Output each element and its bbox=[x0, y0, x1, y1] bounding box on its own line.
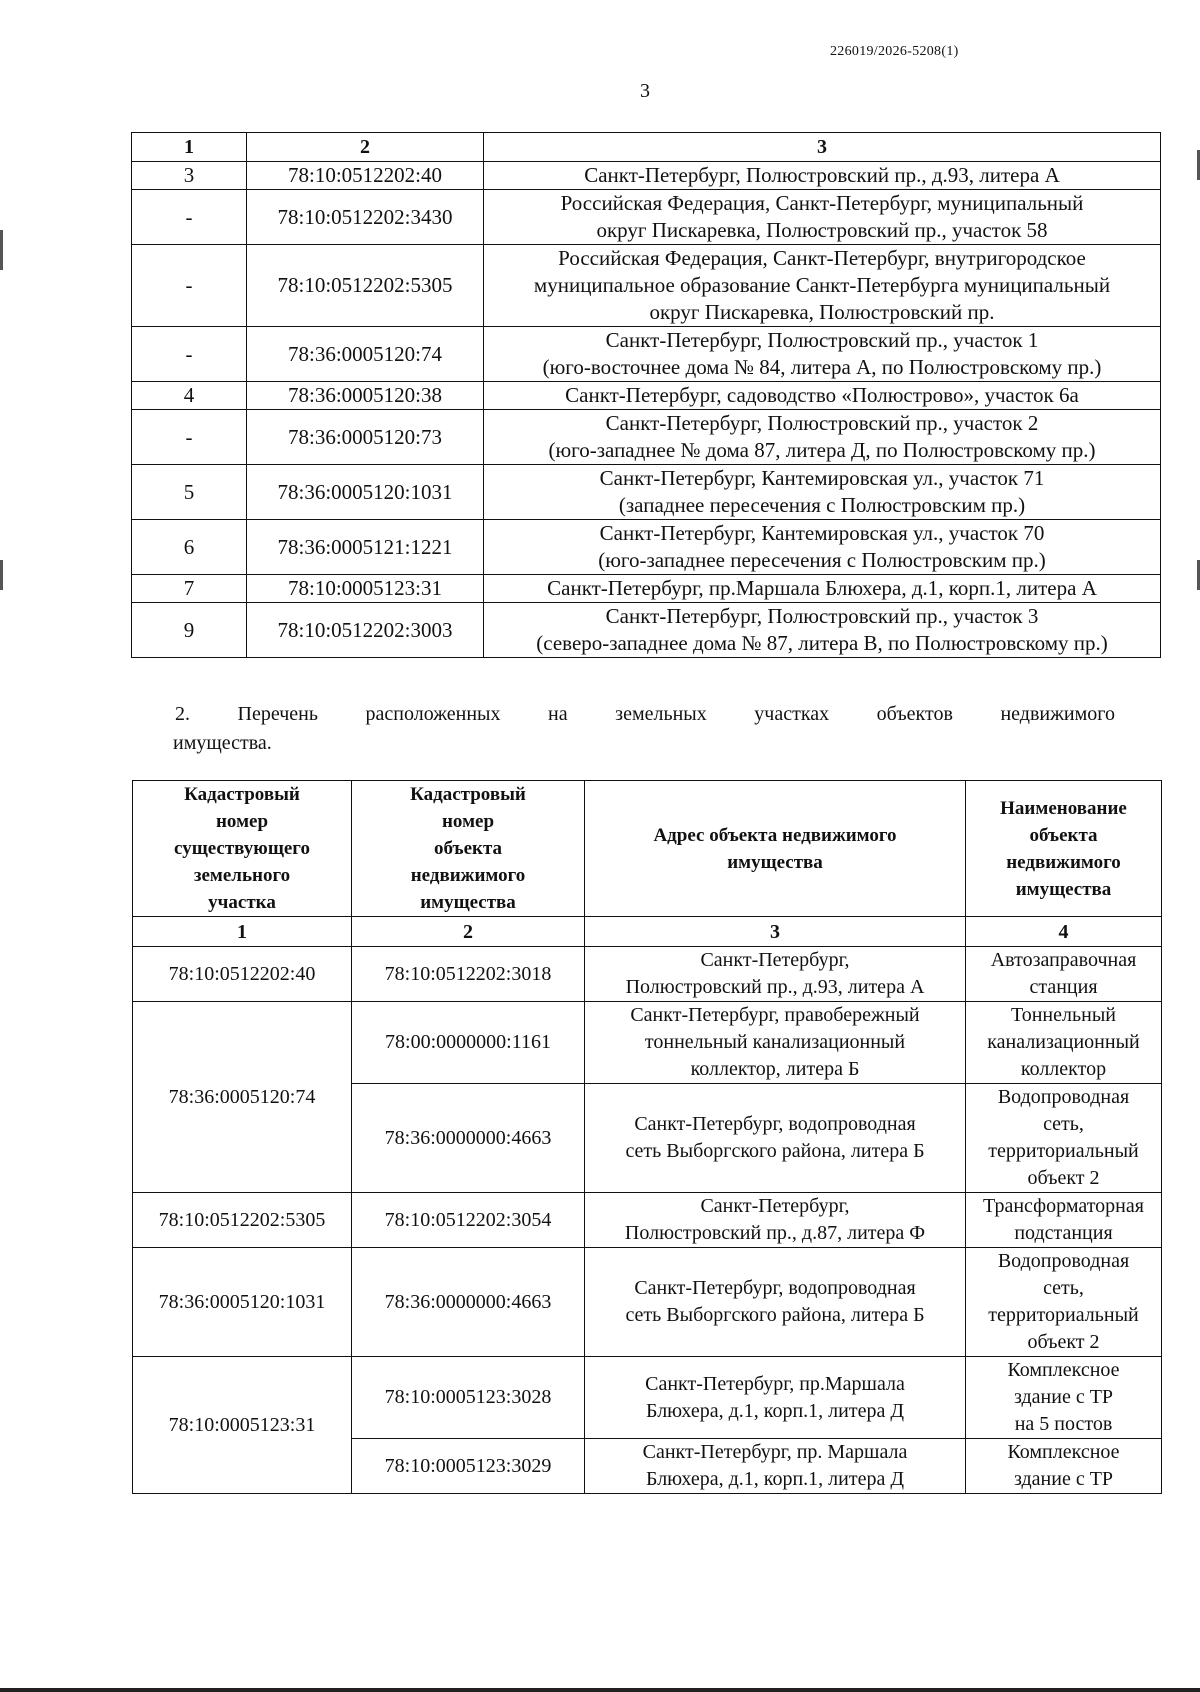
object-name bbox=[966, 1002, 1162, 1084]
header-line: имущества bbox=[420, 892, 516, 913]
table-row bbox=[132, 465, 1161, 520]
plot-address bbox=[484, 245, 1161, 327]
table2-col4-header bbox=[966, 781, 1162, 917]
object-address-line: Санкт-Петербург, водопроводная bbox=[634, 1277, 916, 1299]
object-name-line: территориальный bbox=[988, 1304, 1139, 1326]
object-name bbox=[966, 1193, 1162, 1248]
header-line: объекта bbox=[433, 838, 503, 859]
object-cadastral-number: 78:36:0000000:4663 bbox=[352, 1084, 585, 1193]
object-address-line: Санкт-Петербург, bbox=[700, 949, 850, 971]
object-name-line: Водопроводная bbox=[997, 1086, 1130, 1108]
object-address-line: Блюхера, д.1, корп.1, литера Д bbox=[645, 1399, 905, 1422]
table-row bbox=[133, 947, 1162, 1002]
object-name-line: Комплексное bbox=[1007, 1441, 1120, 1463]
scan-mark-left-1 bbox=[0, 230, 3, 270]
plot-address-line: (западнее пересечения с Полюстровским пр.) bbox=[618, 493, 1026, 517]
plot-address-line: (северо-западнее дома № 87, литера В, по Полюстровскому пр.) bbox=[536, 631, 1108, 655]
table2-index-3: 3 bbox=[585, 917, 966, 947]
plot-address-line: муниципальное образование Санкт-Петербурга муниципальный bbox=[533, 273, 1111, 297]
object-address-line: коллектор, литера Б bbox=[690, 1058, 860, 1080]
object-name bbox=[966, 1084, 1162, 1193]
plot-address-line: Российская Федерация, Санкт-Петербург, муниципальный bbox=[560, 191, 1084, 215]
cadastral-number: 78:36:0005120:74 bbox=[247, 327, 484, 382]
object-address-line: Санкт-Петербург, водопроводная bbox=[634, 1113, 916, 1135]
table-row bbox=[132, 162, 1161, 190]
header-line: недвижимого bbox=[1006, 851, 1121, 873]
plot-address-line: Российская Федерация, Санкт-Петербург, внутригородское bbox=[558, 246, 1086, 270]
table2-index-row bbox=[133, 917, 1162, 947]
table1-col2-header: 2 bbox=[247, 133, 484, 162]
table-row bbox=[132, 190, 1161, 245]
object-name-line: подстанция bbox=[1014, 1222, 1113, 1244]
document-number: 226019/2026-5208(1) bbox=[830, 44, 959, 59]
table-row bbox=[132, 382, 1161, 410]
table2-col3-header bbox=[585, 781, 966, 917]
object-address-line: тоннельный канализационный bbox=[644, 1031, 906, 1053]
land-plot-cadastral-number: 78:36:0005120:1031 bbox=[133, 1248, 352, 1357]
cadastral-number: 78:36:0005120:38 bbox=[247, 382, 484, 410]
section-2-line-2: имущества. bbox=[173, 732, 272, 754]
row-number: 9 bbox=[132, 603, 247, 658]
scan-mark-left-2 bbox=[0, 560, 3, 590]
header-line: объекта bbox=[1029, 824, 1098, 846]
object-name-line: Комплексное bbox=[1007, 1359, 1120, 1381]
row-number: - bbox=[132, 327, 247, 382]
land-plots-table bbox=[131, 132, 1161, 658]
plot-address-line: Санкт-Петербург, Полюстровский пр., д.93, литера А bbox=[584, 163, 1060, 187]
object-address-line: Полюстровский пр., д.87, литера Ф bbox=[624, 1222, 926, 1244]
object-name-line: сеть, bbox=[1043, 1277, 1084, 1299]
row-number: 4 bbox=[132, 382, 247, 410]
plot-address-line: Санкт-Петербург, Кантемировская ул., участок 70 bbox=[599, 521, 1045, 545]
header-line: земельного bbox=[193, 865, 291, 886]
table-row bbox=[132, 575, 1161, 603]
header-line: имущества bbox=[727, 851, 823, 873]
object-address-line: сеть Выборгского района, литера Б bbox=[625, 1140, 925, 1162]
object-name-line: Тоннельный bbox=[1011, 1004, 1116, 1026]
table-row bbox=[132, 245, 1161, 327]
table2-col2-header bbox=[352, 781, 585, 917]
land-plot-cadastral-number: 78:10:0512202:5305 bbox=[133, 1193, 352, 1248]
object-address bbox=[585, 1193, 966, 1248]
header-line: недвижимого bbox=[410, 865, 526, 886]
object-address bbox=[585, 1248, 966, 1357]
table1-header-row bbox=[132, 133, 1161, 162]
table-row bbox=[132, 520, 1161, 575]
object-address-line: Полюстровский пр., д.93, литера А bbox=[625, 976, 925, 998]
table-row bbox=[133, 1248, 1162, 1357]
object-name-line: на 5 постов bbox=[1014, 1413, 1113, 1435]
table-row bbox=[132, 410, 1161, 465]
table2-index-2: 2 bbox=[352, 917, 585, 947]
plot-address-line: округ Пискаревка, Полюстровский пр., участок 58 bbox=[596, 218, 1048, 242]
object-name-line: здание с ТР bbox=[1013, 1386, 1114, 1408]
object-name-line: территориальный bbox=[988, 1140, 1139, 1162]
table1-col1-header: 1 bbox=[132, 133, 247, 162]
cadastral-number: 78:10:0005123:31 bbox=[247, 575, 484, 603]
object-address bbox=[585, 1357, 966, 1439]
object-name-line: Трансформаторная bbox=[983, 1195, 1144, 1217]
table2-index-4: 4 bbox=[966, 917, 1162, 947]
object-name-line: Водопроводная bbox=[997, 1250, 1130, 1272]
object-name bbox=[966, 1248, 1162, 1357]
object-name-line: объект 2 bbox=[1027, 1167, 1100, 1189]
cadastral-number: 78:10:0512202:3430 bbox=[247, 190, 484, 245]
object-address bbox=[585, 1002, 966, 1084]
land-plot-cadastral-number: 78:10:0005123:31 bbox=[133, 1357, 352, 1494]
section-2-heading bbox=[175, 700, 1115, 758]
plot-address bbox=[484, 410, 1161, 465]
plot-address-line: (юго-восточнее дома № 84, литера А, по Полюстровскому пр.) bbox=[542, 355, 1102, 379]
header-line: Адрес объекта недвижимого bbox=[653, 824, 897, 846]
plot-address bbox=[484, 603, 1161, 658]
object-name-line: станция bbox=[1029, 976, 1098, 998]
table2-col1-header bbox=[133, 781, 352, 917]
object-cadastral-number: 78:10:0512202:3018 bbox=[352, 947, 585, 1002]
header-line: Кадастровый bbox=[410, 784, 526, 805]
table1-col3-header: 3 bbox=[484, 133, 1161, 162]
object-address-line: Санкт-Петербург, правобережный bbox=[630, 1004, 920, 1026]
header-line: Кадастровый bbox=[184, 784, 300, 805]
row-number: - bbox=[132, 245, 247, 327]
object-address bbox=[585, 1439, 966, 1494]
row-number: - bbox=[132, 410, 247, 465]
row-number: 3 bbox=[132, 162, 247, 190]
table-row bbox=[132, 327, 1161, 382]
cadastral-number: 78:10:0512202:40 bbox=[247, 162, 484, 190]
header-line: участка bbox=[208, 892, 276, 913]
row-number: 6 bbox=[132, 520, 247, 575]
object-address-line: сеть Выборгского района, литера Б bbox=[625, 1304, 925, 1326]
plot-address-line: (юго-западнее № дома 87, литера Д, по Полюстровскому пр.) bbox=[548, 438, 1096, 462]
cadastral-number: 78:36:0005121:1221 bbox=[247, 520, 484, 575]
plot-address-line: Санкт-Петербург, Полюстровский пр., участок 3 bbox=[605, 604, 1039, 628]
plot-address bbox=[484, 520, 1161, 575]
object-cadastral-number: 78:10:0005123:3028 bbox=[352, 1357, 585, 1439]
plot-address bbox=[484, 465, 1161, 520]
object-name bbox=[966, 1357, 1162, 1439]
table2-index-1: 1 bbox=[133, 917, 352, 947]
table-row bbox=[133, 1357, 1162, 1439]
cadastral-number: 78:36:0005120:1031 bbox=[247, 465, 484, 520]
object-address-line: Санкт-Петербург, пр.Маршала bbox=[645, 1372, 905, 1395]
object-address bbox=[585, 947, 966, 1002]
object-address-line: Блюхера, д.1, корп.1, литера Д bbox=[645, 1468, 905, 1490]
land-plot-cadastral-number: 78:36:0005120:74 bbox=[133, 1002, 352, 1193]
object-name-line: канализационный bbox=[987, 1031, 1140, 1053]
plot-address-line: Санкт-Петербург, Полюстровский пр., участок 2 bbox=[605, 411, 1039, 435]
header-line: Наименование bbox=[1000, 797, 1127, 819]
object-cadastral-number: 78:10:0512202:3054 bbox=[352, 1193, 585, 1248]
plot-address-line: округ Пискаревка, Полюстровский пр. bbox=[649, 300, 995, 324]
object-name-line: сеть, bbox=[1043, 1113, 1084, 1135]
page-number: 3 bbox=[640, 80, 650, 102]
header-line: существующего bbox=[174, 838, 310, 859]
plot-address bbox=[484, 327, 1161, 382]
table-row bbox=[132, 603, 1161, 658]
object-name-line: коллектор bbox=[1020, 1058, 1107, 1080]
real-estate-objects-table bbox=[132, 780, 1162, 1494]
section-2-line-1: 2. Перечень расположенных на земельных участках объектов недвижимого bbox=[175, 703, 1115, 725]
plot-address-line: Санкт-Петербург, садоводство «Полюстрово», участок 6а bbox=[565, 383, 1079, 407]
object-cadastral-number: 78:10:0005123:3029 bbox=[352, 1439, 585, 1494]
plot-address bbox=[484, 162, 1161, 190]
cadastral-number: 78:10:0512202:5305 bbox=[247, 245, 484, 327]
plot-address-line: Санкт-Петербург, Полюстровский пр., участок 1 bbox=[605, 328, 1039, 352]
plot-address bbox=[484, 382, 1161, 410]
object-name-line: объект 2 bbox=[1027, 1331, 1100, 1353]
object-address bbox=[585, 1084, 966, 1193]
plot-address bbox=[484, 190, 1161, 245]
row-number: 7 bbox=[132, 575, 247, 603]
table2-header-row bbox=[133, 781, 1162, 917]
object-cadastral-number: 78:36:0000000:4663 bbox=[352, 1248, 585, 1357]
header-line: номер bbox=[215, 811, 269, 832]
plot-address-line: (юго-западнее пересечения с Полюстровским пр.) bbox=[598, 548, 1046, 572]
plot-address-line: Санкт-Петербург, пр.Маршала Блюхера, д.1, корп.1, литера А bbox=[547, 576, 1097, 600]
table-row bbox=[133, 1193, 1162, 1248]
header-line: имущества bbox=[1015, 878, 1112, 900]
object-name bbox=[966, 947, 1162, 1002]
row-number: 5 bbox=[132, 465, 247, 520]
page-bottom-edge bbox=[0, 1688, 1200, 1692]
object-cadastral-number: 78:00:0000000:1161 bbox=[352, 1002, 585, 1084]
object-address-line: Санкт-Петербург, bbox=[700, 1195, 850, 1217]
cadastral-number: 78:36:0005120:73 bbox=[247, 410, 484, 465]
plot-address bbox=[484, 575, 1161, 603]
object-name-line: Автозаправочная bbox=[990, 949, 1137, 971]
header-line: номер bbox=[441, 811, 495, 832]
cadastral-number: 78:10:0512202:3003 bbox=[247, 603, 484, 658]
table-row bbox=[133, 1002, 1162, 1084]
object-address-line: Санкт-Петербург, пр. Маршала bbox=[642, 1441, 908, 1463]
land-plot-cadastral-number: 78:10:0512202:40 bbox=[133, 947, 352, 1002]
object-name-line: здание с ТР bbox=[1013, 1468, 1114, 1490]
object-name bbox=[966, 1439, 1162, 1494]
plot-address-line: Санкт-Петербург, Кантемировская ул., участок 71 bbox=[599, 466, 1045, 490]
row-number: - bbox=[132, 190, 247, 245]
